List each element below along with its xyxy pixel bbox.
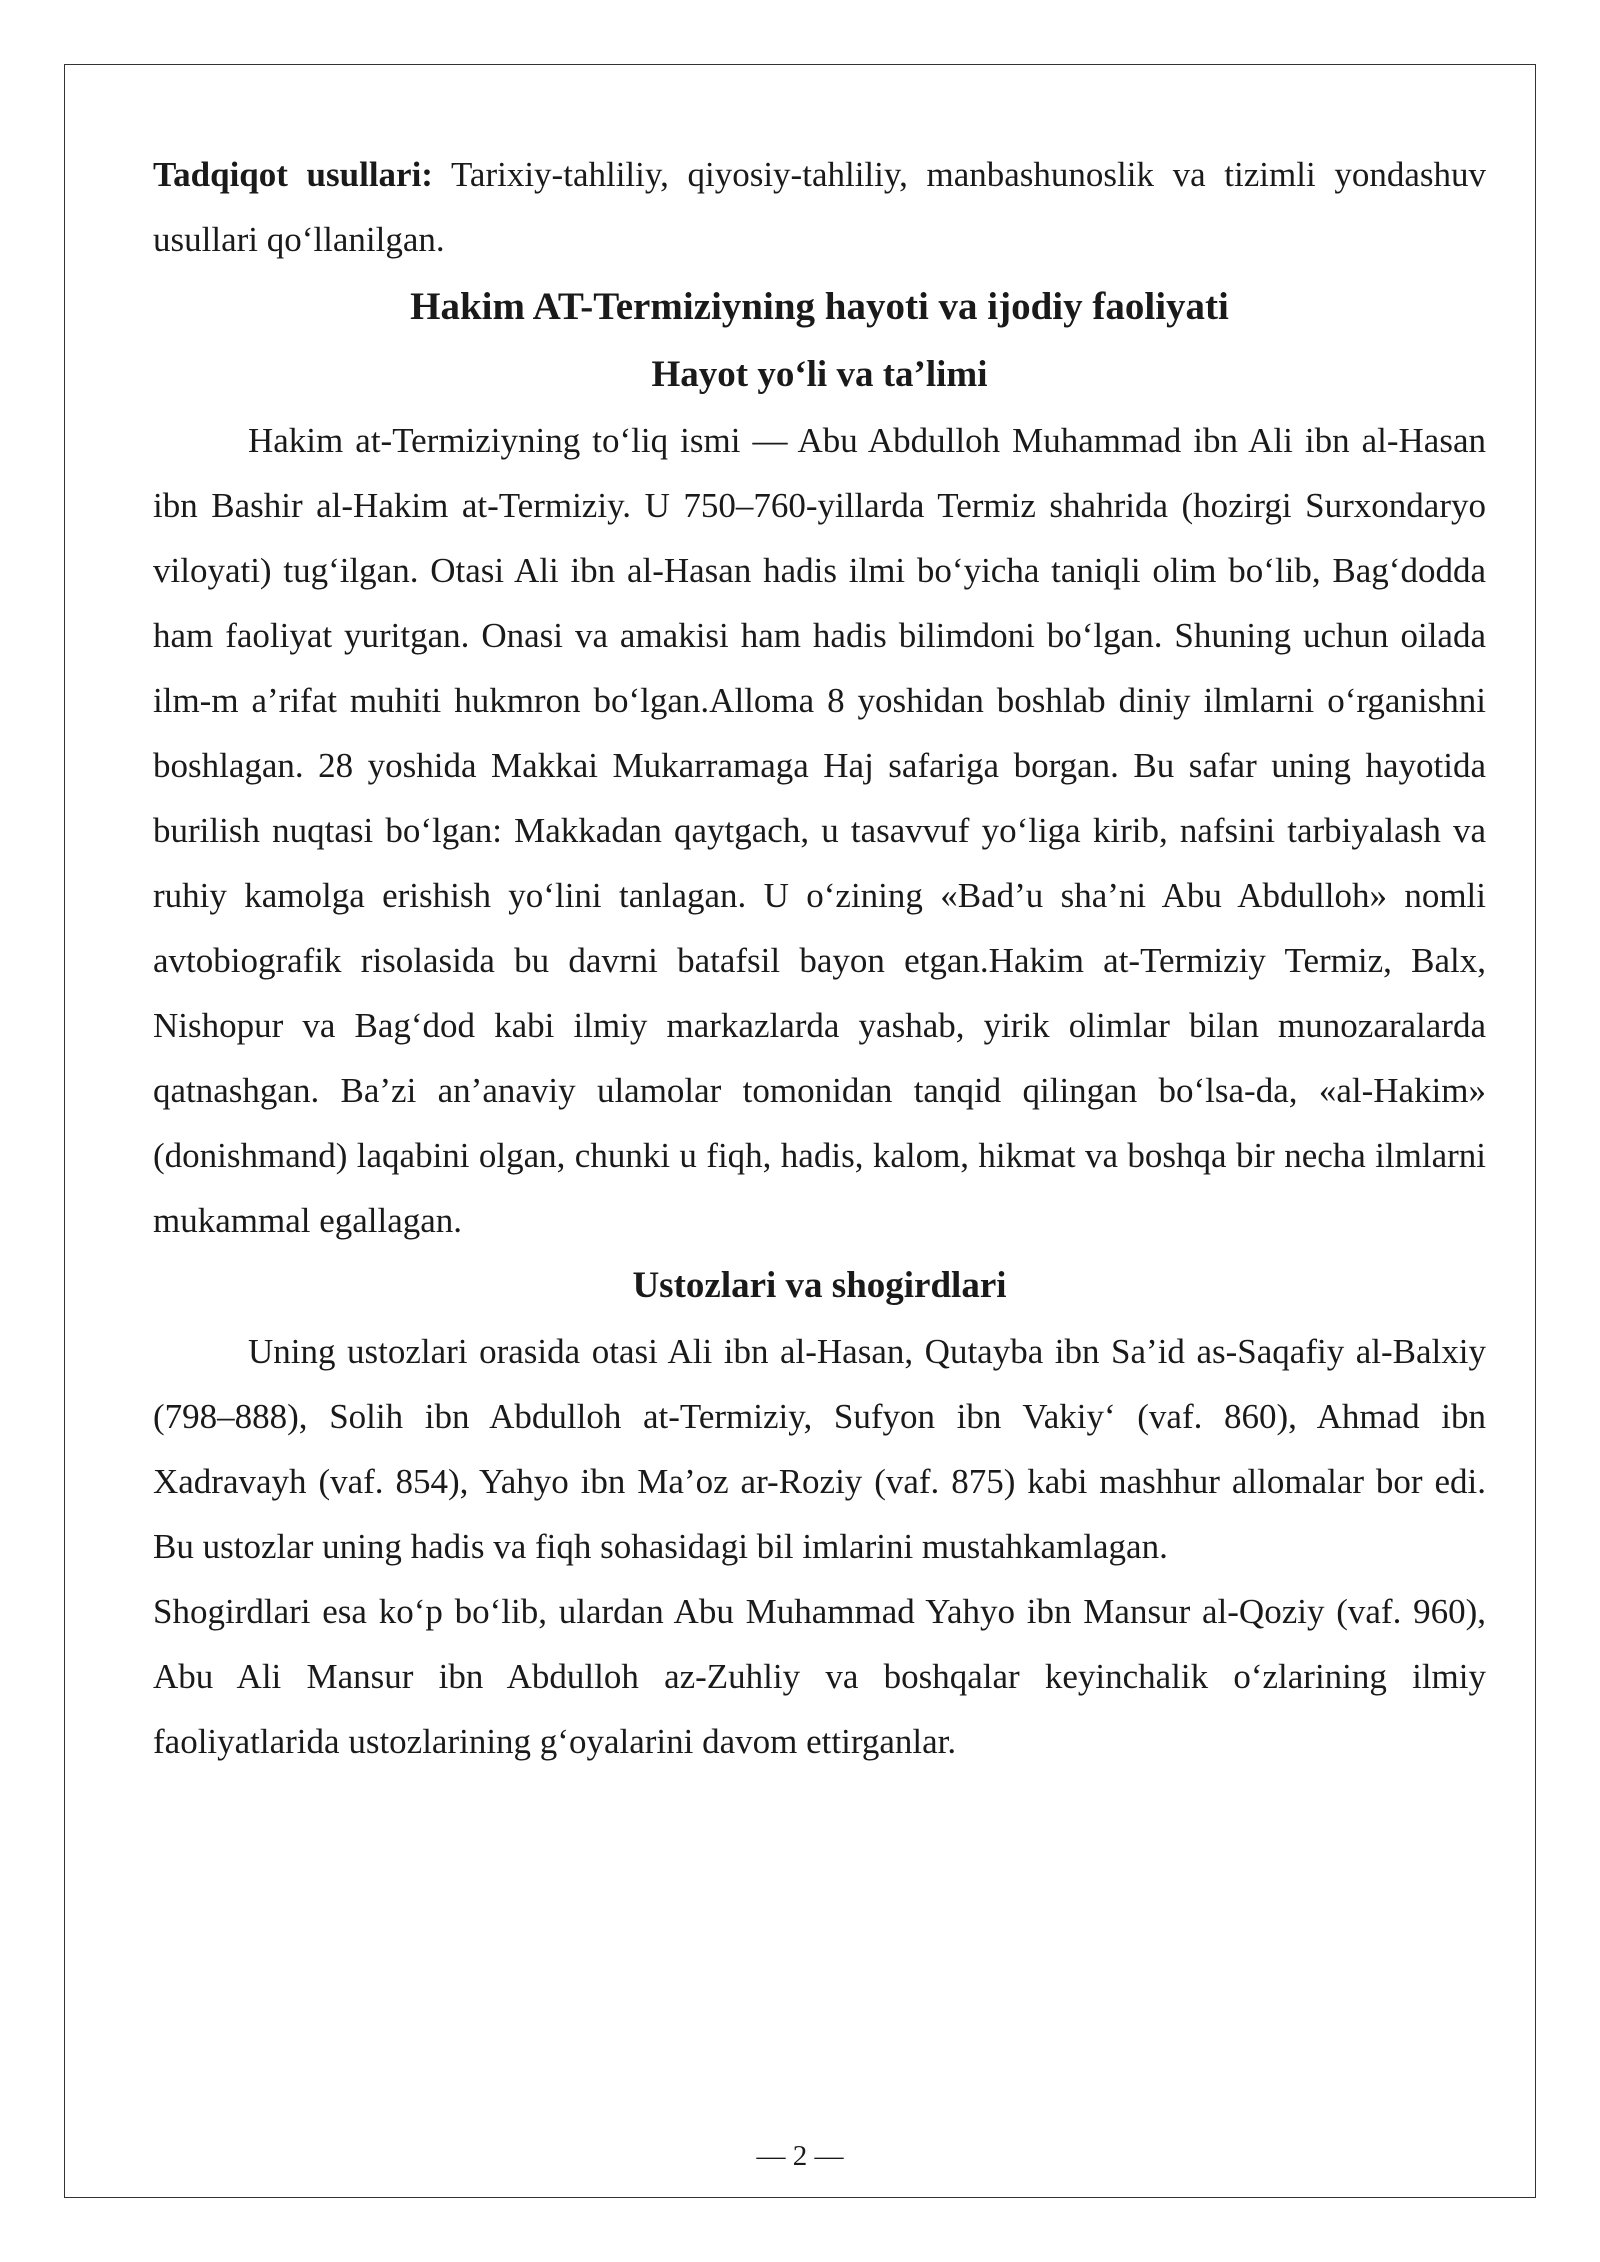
subsection-title-teachers: Ustozlari va shogirdlari: [632, 1265, 1007, 1306]
research-methods-paragraph: [153, 142, 1486, 272]
section-title: Hakim AT-Termiziyning hayoti va ijodiy faoliyati: [410, 285, 1229, 328]
subsection-title-life: Hayot yo‘li va ta’limi: [651, 354, 988, 395]
students-paragraph: Shogirdlari esa ko‘p bo‘lib, ulardan Abu Muhammad Yahyo ibn Mansur al-Qoziy (vaf. 960), Abu Ali Mansur ibn Abdulloh az-Zuhliy va boshqalar keyinchalik o‘zlarining ilmiy faoliyatlarida ustozlarining g‘oyalarini davom ettirganlar.: [153, 1592, 1486, 1761]
page-content: [153, 142, 1486, 1774]
research-methods-text: Tarixiy-tahliliy, qiyosiy-tahliliy, manbashunoslik va tizimli yondashuv usullari qo‘llanilgan.: [153, 155, 1486, 259]
research-methods-label: Tadqiqot usullari:: [153, 155, 433, 194]
teachers-paragraph: Uning ustozlari orasida otasi Ali ibn al-Hasan, Qutayba ibn Sa’id as-Saqafiy al-Balxiy (798–888), Solih ibn Abdulloh at-Termiziy, Sufyon ibn Vakiy‘ (vaf. 860), Ahmad ibn Xadravayh (vaf. 854), Yahyo ibn Ma’oz ar-Roziy (vaf. 875) kabi mashhur allomalar bor edi. Bu ustozlar uning hadis va fiqh sohasidagi bil imlarini mustahkamlagan.: [153, 1332, 1486, 1566]
life-paragraph: Hakim at-Termiziyning to‘liq ismi — Abu Abdulloh Muhammad ibn Ali ibn al-Hasan ibn Bashir al-Hakim at-Termiziy. U 750–760-yillarda Termiz shahrida (hozirgi Surxondaryo viloyati) tug‘ilgan. Otasi Ali ibn al-Hasan hadis ilmi bo‘yicha taniqli olim bo‘lib, Bag‘dodda ham faoliyat yuritgan. Onasi va amakisi ham hadis bilimdoni bo‘lgan. Shuning uchun oilada ilm-m a’rifat muhiti hukmron bo‘lgan.Alloma 8 yoshidan boshlab diniy ilmlarni o‘rganishni boshlagan. 28 yoshida Makkai Mukarramaga Haj safariga borgan. Bu safar uning hayotida burilish nuqtasi bo‘lgan: Makkadan qaytgach, u tasavvuf yo‘liga kirib, nafsini tarbiyalash va ruhiy kamolga erishish yo‘lini tanlagan. U o‘zining «Bad’u sha’ni Abu Abdulloh» nomli avtobiografik risolasida bu davrni batafsil bayon etgan.Hakim at-Termiziy Termiz, Balx, Nishopur va Bag‘dod kabi ilmiy markazlarda yashab, yirik olimlar bilan munozaralarda qatnashgan. Ba’zi an’anaviy ulamolar tomonidan tanqid qilingan bo‘lsa-da, «al-Hakim» (donishmand) laqabini olgan, chunki u fiqh, hadis, kalom, hikmat va boshqa bir necha ilmlarni mukammal egallagan.: [153, 421, 1486, 1240]
page-number: — 2 —: [756, 2140, 844, 2172]
